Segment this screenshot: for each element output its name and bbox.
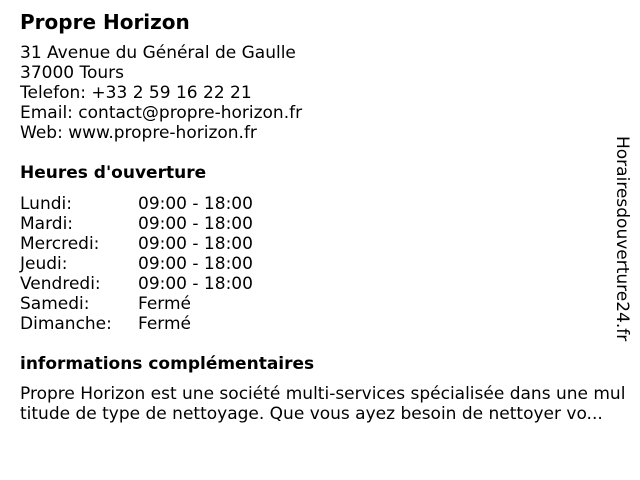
hours-row bbox=[20, 314, 253, 334]
day-label: Jeudi: bbox=[20, 254, 68, 274]
hours-row bbox=[20, 254, 253, 274]
day-label: Lundi: bbox=[20, 194, 72, 214]
hours-row bbox=[20, 194, 253, 214]
day-label: Dimanche: bbox=[20, 314, 112, 334]
address-city: 37000 Tours bbox=[20, 63, 125, 83]
address-street: 31 Avenue du Général de Gaulle bbox=[20, 43, 296, 63]
hours-row bbox=[20, 214, 253, 234]
day-label: Samedi: bbox=[20, 294, 90, 314]
day-hours: Fermé bbox=[138, 294, 192, 314]
website-text: Web: www.propre-horizon.fr bbox=[20, 123, 257, 143]
additional-info-heading: informations complémentaires bbox=[20, 354, 315, 374]
day-label: Mercredi: bbox=[20, 234, 100, 254]
day-label: Vendredi: bbox=[20, 274, 101, 294]
site-watermark: Horairesdouverture24.fr bbox=[612, 136, 632, 342]
phone-text: Telefon: +33 2 59 16 22 21 bbox=[20, 83, 252, 103]
opening-hours-heading: Heures d'ouverture bbox=[20, 163, 207, 183]
day-hours: 09:00 - 18:00 bbox=[138, 254, 253, 274]
business-name: Propre Horizon bbox=[20, 10, 190, 34]
business-description: Propre Horizon est une société multi-services spécialisée dans une multitude de type de nettoyage. Que vous ayez besoin de nettoyer vo... bbox=[20, 384, 626, 424]
email-text: Email: contact@propre-horizon.fr bbox=[20, 103, 303, 123]
hours-row bbox=[20, 274, 253, 294]
hours-row bbox=[20, 234, 253, 254]
contact-block bbox=[20, 43, 302, 143]
day-label: Mardi: bbox=[20, 214, 74, 234]
opening-hours-table bbox=[20, 194, 253, 334]
day-hours: 09:00 - 18:00 bbox=[138, 274, 253, 294]
hours-row bbox=[20, 294, 253, 314]
day-hours: 09:00 - 18:00 bbox=[138, 194, 253, 214]
day-hours: Fermé bbox=[138, 314, 192, 334]
day-hours: 09:00 - 18:00 bbox=[138, 234, 253, 254]
day-hours: 09:00 - 18:00 bbox=[138, 214, 253, 234]
